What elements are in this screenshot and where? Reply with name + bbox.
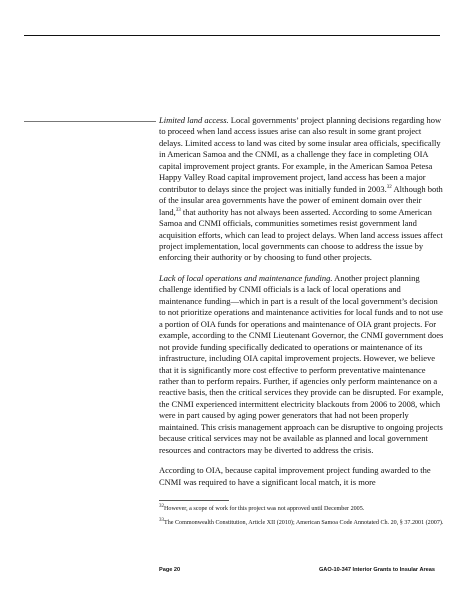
side-rule [24,121,156,122]
paragraph-land-access: Limited land access. Local governments’ project planning decisions regarding how to proceed when land access issues arise can also result in some grant project delays. Limited access to land was cited by some insular area officials, specifically in American Samoa and the CNMI, as a challenge they face in completing OIA capital improvement project grants. For example, in the American Samoa Petesa Happy Valley Road capital improvement project, land access has been a major contributor to delays since the project was initially funded in 2003.32 Although both of the insular area governments have the power of eminent domain over their land,$^{33}$ that authority has not always been asserted. According to some American Samoa and CNMI officials, communities sometimes resist government land acquisition efforts, which can lead to project delays. When land access issues affect project implementation, local governments can choose to address the issue by enforcing their authority or by choosing to fund other projects. [159,115,443,263]
paragraph-oia: According to OIA, because capital improvement project funding awarded to the CNMI was required to have a significant local match, it is more [159,465,431,487]
header-rule [24,35,440,36]
footnote-rule [159,500,229,501]
body-text [159,115,444,497]
footnote: $^{32}$However, a scope of work for this project was not approved until December 2005. [159,503,365,512]
footnote-ref: 33 [175,207,181,213]
heading-maintenance: Lack of local operations and maintenance funding. [159,272,333,283]
report-id: GAO-10-347 Interior Grants to Insular Areas [318,567,435,573]
page-footer [159,567,435,573]
footnotes [159,505,444,532]
paragraph-maintenance: Lack of local operations and maintenance funding. Another project planning challenge identified by CNMI officials is a lack of local operations and maintenance funding—which in part is a result of the local government’s decision to not prioritize operations and maintenance activities for local funds and to not use a portion of OIA funds for operations and maintenance of OIA grant projects. For example, according to the CNMI Lieutenant Governor, the CNMI government does not provide funding specifically dedicated to operations or maintenance of its infrastructure, including OIA capital improvement projects. However, we believe that it is significantly more cost effective to perform preventative maintenance rather than to perform repairs. Further, if agencies only perform maintenance on a reactive basis, then the critical services they provide can be disrupted. For example, the CNMI experienced intermittent electricity blackouts from 2006 to 2008, which were in part caused by aging power generators that had not been properly maintained. This crisis management approach can be disruptive to ongoing projects because critical services may not be available as planned and local government resources and contractors may be diverted to address the crisis. [159,272,444,455]
footnote: $^{33}$The Commonwealth Constitution, Article XII (2010); American Samoa Code Annotated Ch. 20, § 37.2001 (2007). [159,517,444,526]
heading-land-access: Limited land access. [159,115,229,125]
footnote-ref: 32 [386,184,392,190]
page-number: Page 20 [159,567,181,573]
